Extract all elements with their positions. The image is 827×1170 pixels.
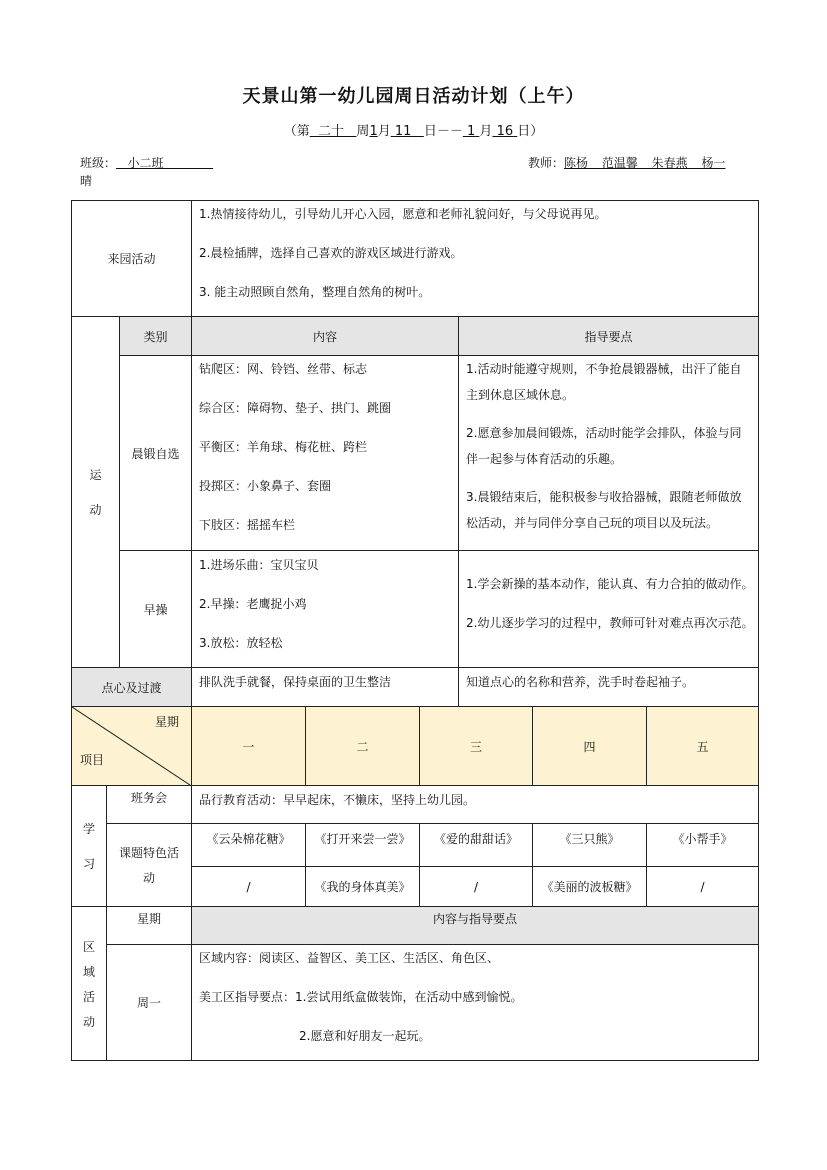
class-label: 班级： <box>80 156 117 170</box>
sport-label-char: 动 <box>89 503 102 517</box>
col-points-header <box>458 316 759 356</box>
guide-point: 2.愿意参加晨间锻炼，活动时能学会排队，体验与同伴一起参与体育活动的乐趣。 <box>466 426 742 466</box>
special-activity-cell <box>305 866 420 907</box>
area-label-char: 域 <box>82 964 95 979</box>
class-meeting-label-cell <box>106 785 192 824</box>
snack-content: 排队洗手就餐，保持桌面的卫生整洁 <box>199 675 392 689</box>
area-day-header-cell <box>106 906 192 945</box>
day-header-thu <box>532 706 647 786</box>
special-activity-cell <box>646 866 759 907</box>
snack-label-cell <box>71 667 192 707</box>
teacher-names: 陈杨 范温馨 朱春燕 杨一 <box>564 156 726 170</box>
start-day-label: 日－－ <box>423 124 463 139</box>
area-equipment-item: 平衡区：羊角球、梅花桩、跨栏 <box>199 440 368 454</box>
activity-title: / <box>246 879 251 894</box>
study-label-char: 学 <box>82 822 95 836</box>
class-info <box>80 154 213 171</box>
teacher-label: 教师： <box>528 156 565 170</box>
study-label-cell <box>71 785 107 907</box>
class-meeting-label: 班务会 <box>130 791 167 805</box>
area-content-header: 内容与指导要点 <box>432 912 517 926</box>
activity-title: 《小帮手》 <box>672 832 733 846</box>
special-activity-cell <box>419 823 533 867</box>
day-label: 三 <box>469 739 482 754</box>
arrival-item: 1.热情接待幼儿，引导幼儿开心入园，愿意和老师礼貌问好，与父母说再见。 <box>199 207 607 221</box>
special-activity-cell <box>419 866 533 907</box>
morning-exercise-points-cell <box>458 355 759 551</box>
area-day-cell <box>106 944 192 1061</box>
area-content-line: 区域内容：阅读区、益智区、美工区、生活区、角色区、 <box>199 951 500 965</box>
start-day: 11 <box>394 124 412 139</box>
morning-exercise-content-cell <box>191 355 459 551</box>
col-content-text: 内容 <box>312 329 337 344</box>
snack-content-cell <box>191 667 459 707</box>
activity-title: 《打开来尝一尝》 <box>314 832 411 846</box>
morning-exercise-label: 晨锻自选 <box>131 446 180 461</box>
end-month: 1 <box>466 124 476 139</box>
day-label: 四 <box>583 739 596 754</box>
area-label-char: 活 <box>82 989 95 1004</box>
day-header-fri <box>646 706 759 786</box>
guide-point: 1.活动时能遵守规则，不争抢晨锻器械，出汗了能自主到休息区域休息。 <box>466 362 742 402</box>
area-day-header: 星期 <box>136 912 161 926</box>
teacher-wrap: 晴 <box>80 174 93 188</box>
snack-points-cell <box>458 667 759 707</box>
activity-title: 《美丽的波板糖》 <box>541 880 638 894</box>
class-value: 小二班 <box>127 156 164 170</box>
col-points-text: 指导要点 <box>584 329 633 344</box>
start-month: 1 <box>369 124 378 139</box>
col-category-header <box>119 316 192 356</box>
sport-label-cell <box>71 316 120 668</box>
end-day-label: 日） <box>517 124 544 139</box>
page-title: 天景山第一幼儿园周日活动计划（上午） <box>242 86 585 107</box>
sport-label-char: 运 <box>89 468 102 482</box>
special-activity-cell <box>532 823 647 867</box>
area-label-char: 动 <box>82 1014 95 1029</box>
arrival-label: 来园活动 <box>107 252 156 266</box>
calisthenics-points-cell <box>458 550 759 668</box>
guide-point: 3.晨锻结束后，能积极参与收拾器械，跟随老师做放松活动，并与同伴分享自己玩的项目以及玩法。 <box>466 490 742 530</box>
day-label: 五 <box>696 739 709 754</box>
week-label: 周 <box>356 124 370 139</box>
week-number: 二十 <box>318 124 345 139</box>
class-meeting-content: 品行教育活动：早早起床，不懒床，坚持上幼儿园。 <box>199 793 476 807</box>
day-label: 一 <box>242 739 255 754</box>
area-equipment-item: 综合区：障碍物、垫子、拱门、跳圈 <box>199 401 392 415</box>
arrival-content-cell <box>191 200 759 317</box>
activity-title: / <box>700 879 705 894</box>
special-activity-label-wrap: 动 <box>142 871 155 885</box>
area-content-cell <box>191 944 759 1061</box>
col-category-text: 类别 <box>143 329 168 344</box>
special-activity-cell <box>191 823 306 867</box>
guide-point: 2.幼儿逐步学习的过程中，教师可针对难点再次示范。 <box>466 616 754 630</box>
arrival-item: 3. 能主动照顾自然角，整理自然角的树叶。 <box>199 285 431 299</box>
area-equipment-item: 投掷区：小象鼻子、套圈 <box>199 479 332 493</box>
area-label-cell <box>71 906 107 1061</box>
week-corner-cell <box>71 706 192 786</box>
day-header-tue <box>305 706 420 786</box>
col-content-header <box>191 316 459 356</box>
activity-title: 《三只熊》 <box>559 832 620 846</box>
calisthenics-label-cell <box>119 550 192 668</box>
activity-title: 《我的身体真美》 <box>314 880 411 894</box>
area-label-char: 区 <box>82 939 95 954</box>
calisthenics-item: 3.放松：放轻松 <box>199 636 283 650</box>
class-meeting-content-cell <box>191 785 759 824</box>
special-activity-label: 课题特色活 <box>118 846 179 860</box>
activity-title: 《云朵棉花糖》 <box>206 832 291 846</box>
corner-item-label: 项目 <box>80 753 105 767</box>
study-label-char: 习 <box>82 857 95 871</box>
area-equipment-item: 下肢区：摇摇车栏 <box>199 518 296 532</box>
special-activity-cell <box>191 866 306 907</box>
day-header-mon <box>191 706 306 786</box>
end-month-label: 月 <box>479 124 493 139</box>
day-label: 二 <box>356 739 369 754</box>
calisthenics-item: 1.进场乐曲：宝贝宝贝 <box>199 558 319 572</box>
guide-point: 1.学会新操的基本动作，能认真、有力合拍的做动作。 <box>466 577 754 591</box>
day-header-wed <box>419 706 533 786</box>
area-content-line: 美工区指导要点：1.尝试用纸盒做装饰，在活动中感到愉悦。 <box>199 990 523 1004</box>
activity-title: 《爱的甜甜话》 <box>433 832 518 846</box>
calisthenics-label: 早操 <box>143 602 168 617</box>
special-activity-cell <box>532 866 647 907</box>
activity-title: / <box>473 879 479 894</box>
teacher-info <box>528 154 725 171</box>
snack-points: 知道点心的名称和营养，洗手时卷起袖子。 <box>466 675 695 689</box>
morning-exercise-label-cell <box>119 355 192 551</box>
end-day: 16 <box>496 124 514 139</box>
special-activity-cell <box>646 823 759 867</box>
date-range <box>0 120 827 139</box>
arrival-item: 2.晨检插牌，选择自己喜欢的游戏区域进行游戏。 <box>199 246 463 260</box>
area-content-header-cell <box>191 906 759 945</box>
calisthenics-item: 2.早操：老鹰捉小鸡 <box>199 597 307 611</box>
area-equipment-item: 钻爬区：网、铃铛、丝带、标志 <box>199 362 368 376</box>
calisthenics-content-cell <box>191 550 459 668</box>
special-activity-cell <box>305 823 420 867</box>
area-content-line: 2.愿意和好朋友一起玩。 <box>299 1029 431 1043</box>
start-month-label: 月 <box>377 124 391 139</box>
special-activity-label-cell <box>106 823 192 907</box>
corner-weekday-label: 星期 <box>154 715 179 729</box>
snack-label: 点心及过渡 <box>101 680 162 695</box>
subtitle-open: （第 <box>283 124 310 139</box>
area-day-label: 周一 <box>136 996 161 1010</box>
arrival-label-cell <box>71 200 192 317</box>
